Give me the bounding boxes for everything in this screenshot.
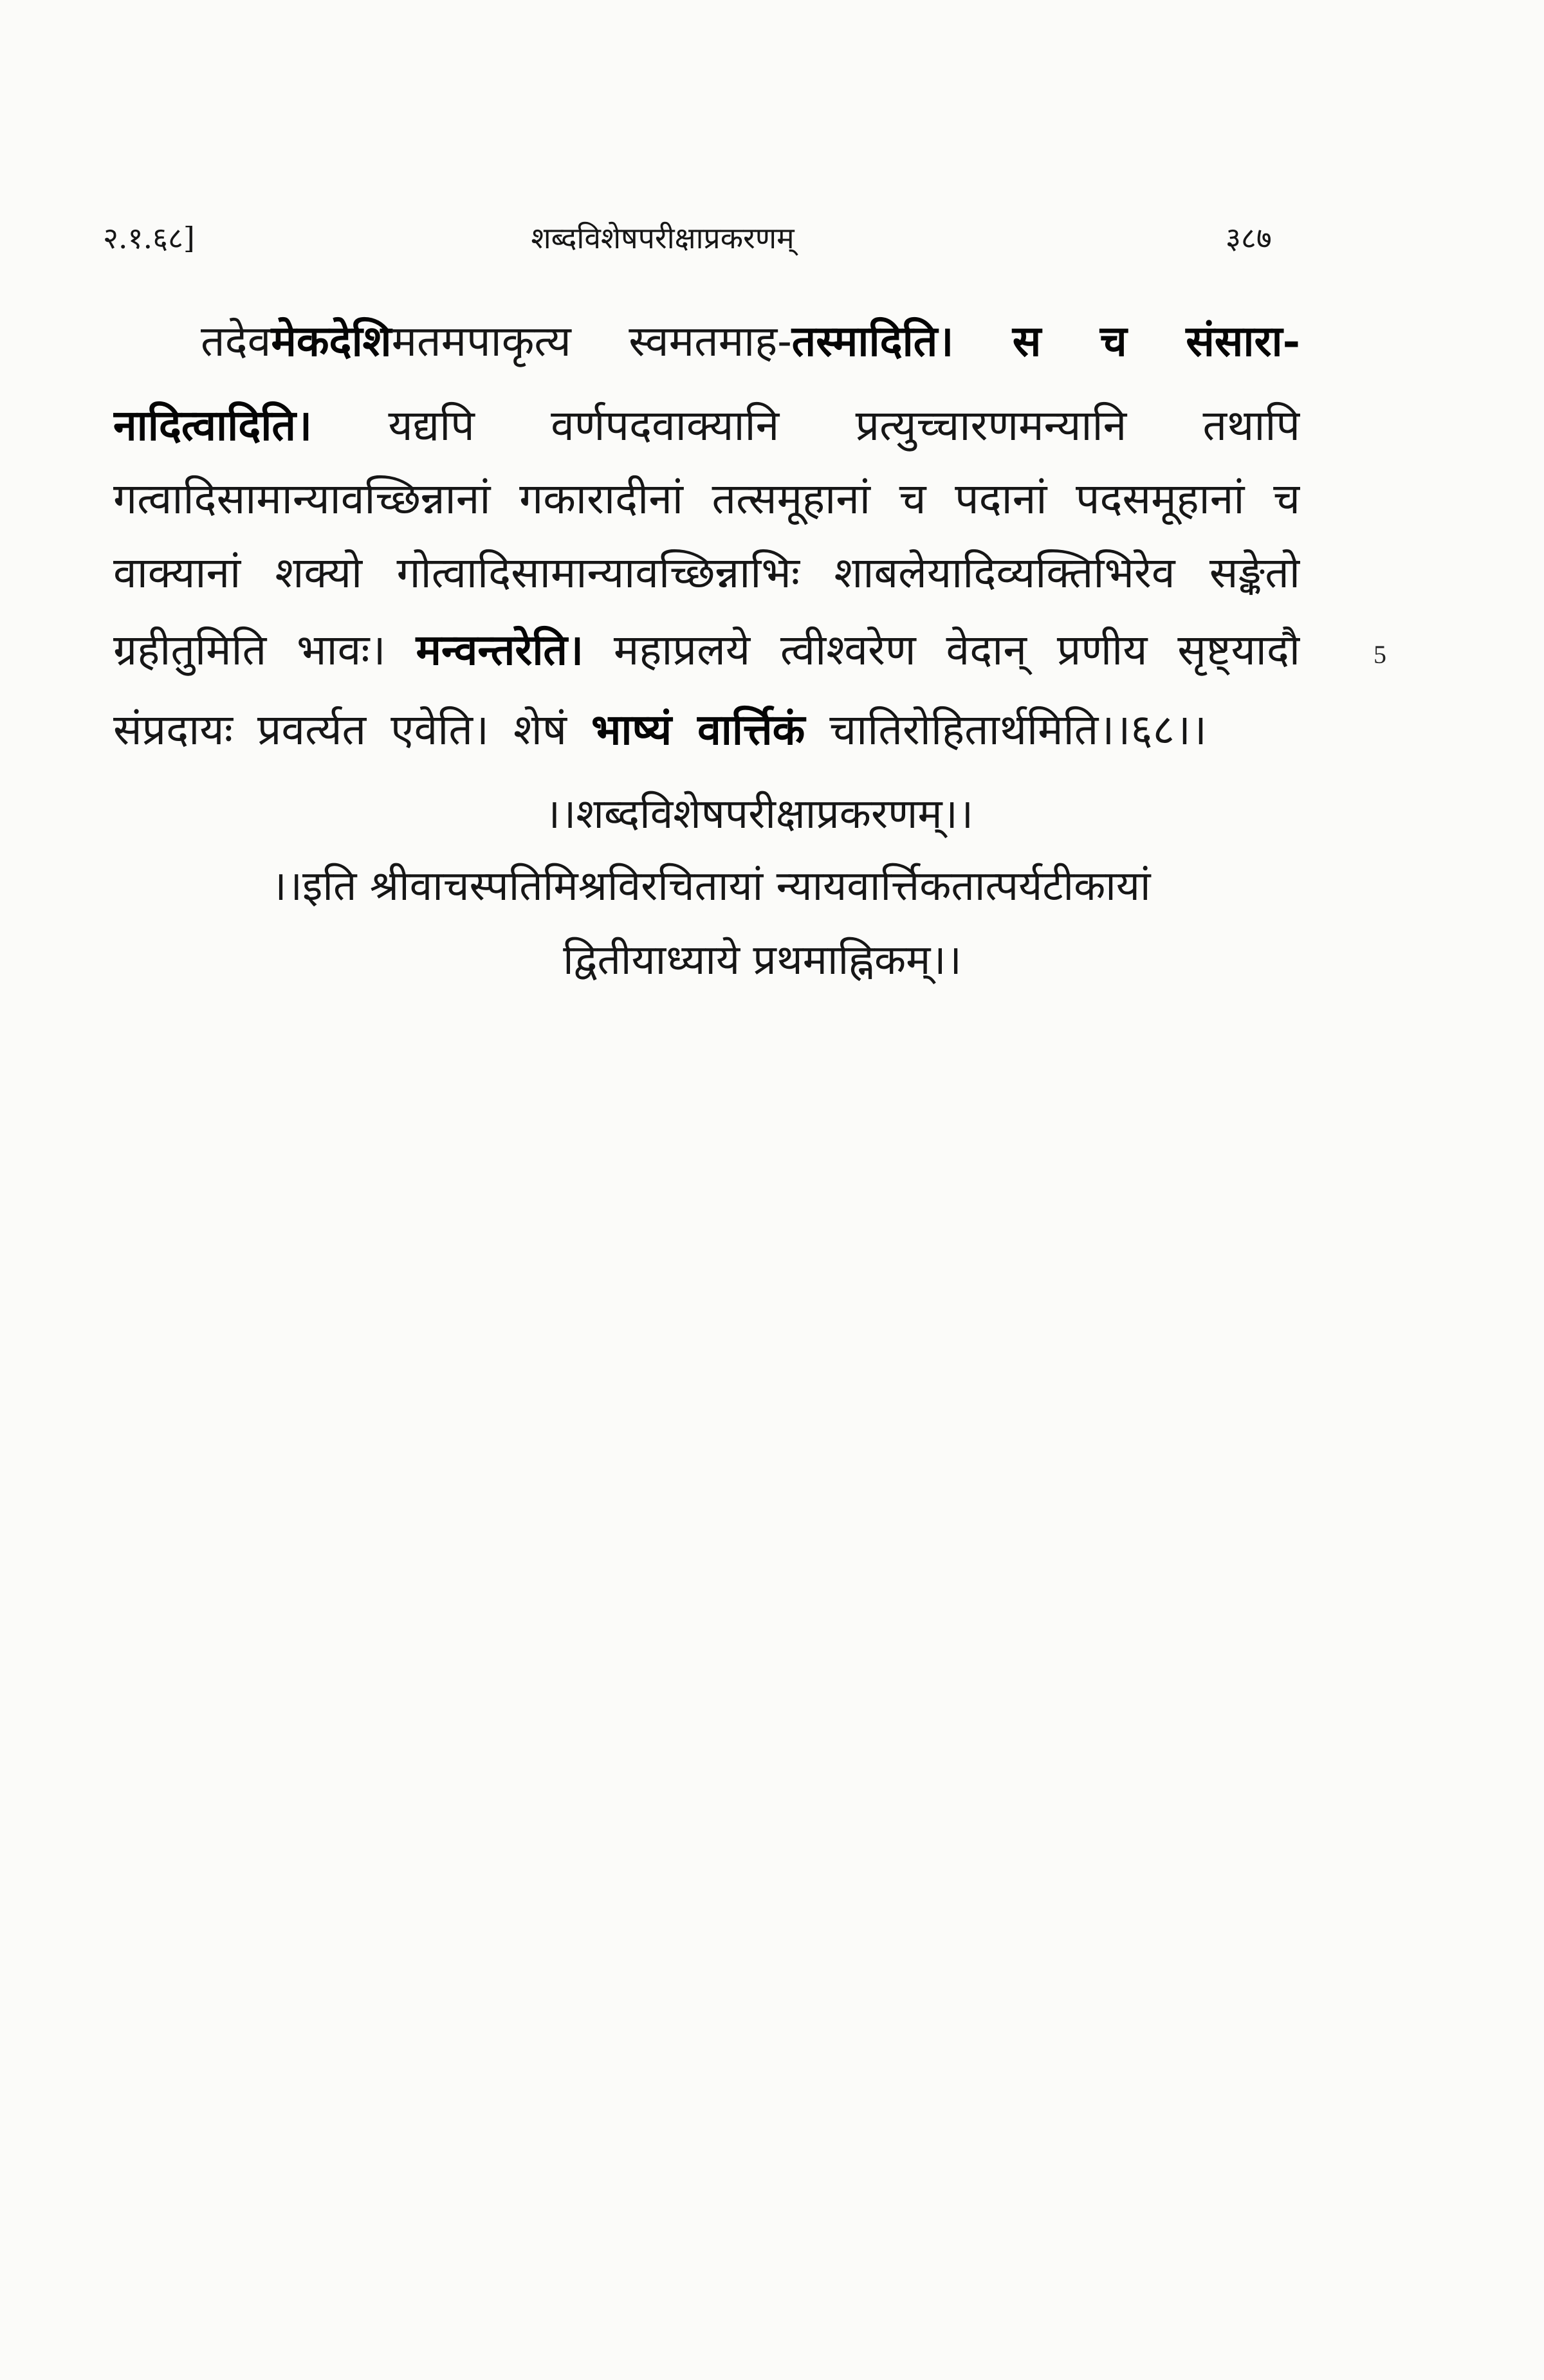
section-reference: २.१.६८] xyxy=(103,221,195,255)
text-segment: महाप्रलये त्वीश्वरेण वेदान् प्रणीय सृष्ट्यादौ xyxy=(613,625,1300,675)
commentary-line-5 xyxy=(113,618,1300,682)
section-end-title: ।।शब्दविशेषपरीक्षाप्रकरणम्।। xyxy=(544,791,974,838)
text-segment: ग्रहीतुमिति भावः। xyxy=(113,625,386,675)
page-number: ३८७ xyxy=(1226,221,1272,255)
text-segment: तदेव xyxy=(201,316,271,366)
bold-lemma: मन्वन्तरेति। xyxy=(416,625,584,675)
commentary-line-2 xyxy=(113,393,1300,457)
bold-lemma: मेकदेशि xyxy=(271,316,392,366)
text-segment: यद्यपि वर्णपदवाक्यानि प्रत्युच्चारणमन्यानि तथापि xyxy=(388,401,1300,450)
colophon-line-1: ।।इति श्रीवाचस्पतिमिश्रविरचितायां न्यायवार्त्तिकतात्पर्यटीकायां xyxy=(271,863,1151,910)
commentary-line-3 xyxy=(113,467,1300,531)
bold-lemma: नादित्वादिति। xyxy=(113,400,313,450)
bold-lemma: तस्मादिति। स च संसारा- xyxy=(791,316,1300,366)
text-segment: गत्वादिसामान्यावच्छिन्नानां गकारादीनां तत्समूहानां च पदानां पदसमूहानां च xyxy=(113,474,1300,524)
bold-lemma: भाष्यं वार्त्तिकं xyxy=(591,704,805,755)
colophon-line-2: द्वितीयाध्याये प्रथमाह्निकम्।। xyxy=(563,937,962,984)
text-segment: संप्रदायः प्रवर्त्यत एवेति। शेषं xyxy=(113,705,567,755)
running-title: शब्दविशेषपरीक्षाप्रकरणम् xyxy=(531,221,795,255)
text-segment: मतमपाकृत्य स्वमतमाह- xyxy=(391,316,792,366)
commentary-line-1 xyxy=(201,309,1300,373)
margin-line-number: 5 xyxy=(1374,640,1386,669)
commentary-line-6 xyxy=(113,697,1207,762)
commentary-line-4 xyxy=(113,541,1300,605)
text-segment: चातिरोहितार्थमिति।।६८।। xyxy=(829,705,1207,755)
text-segment: वाक्यानां शक्यो गोत्वादिसामान्यावच्छिन्नाभिः शाबलेयादिव्यक्तिभिरेव सङ्केतो xyxy=(113,548,1300,598)
